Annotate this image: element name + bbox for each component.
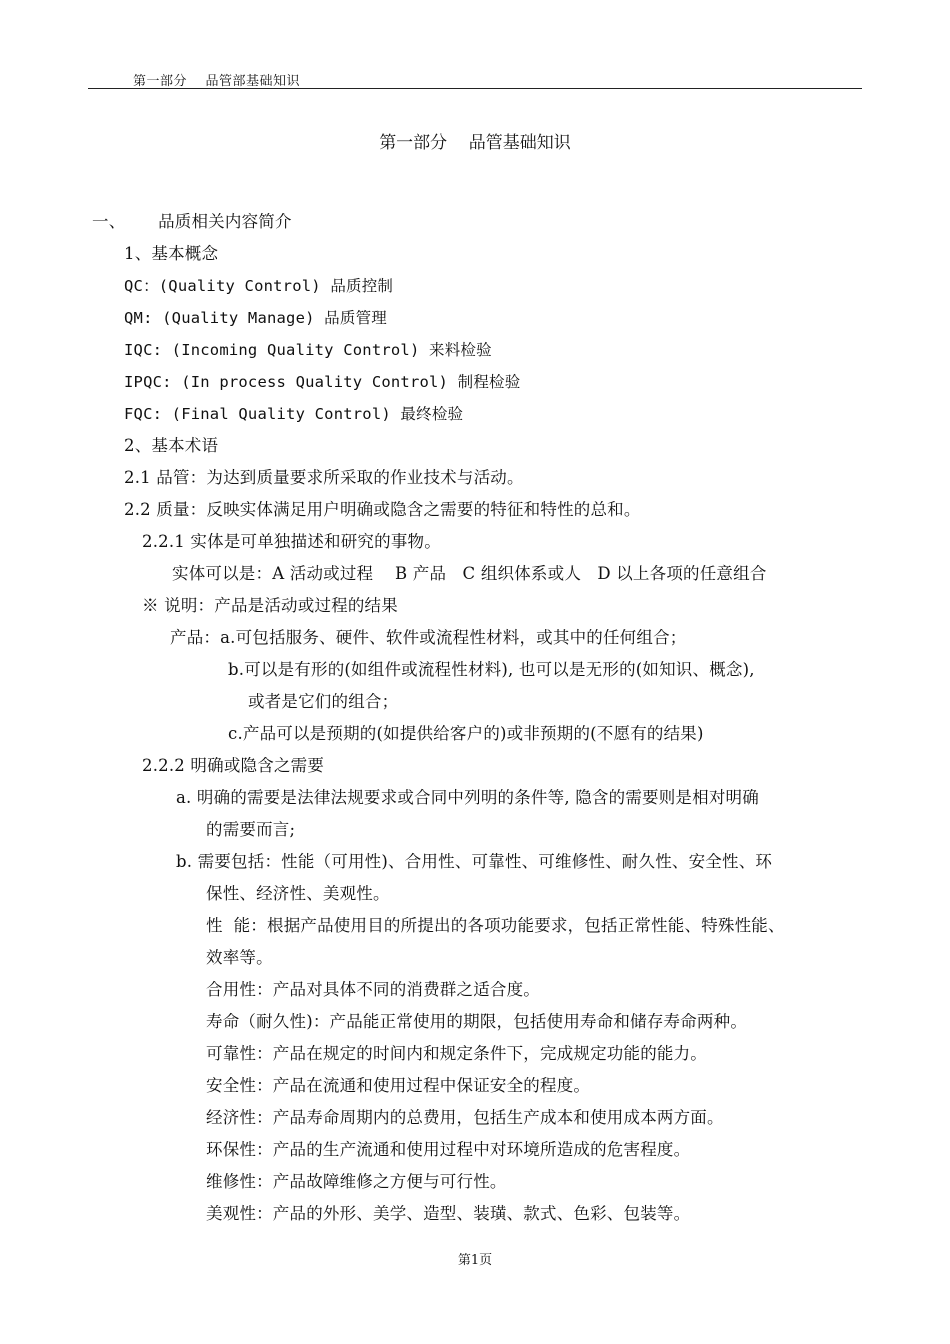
environment-def: 环保性：产品的生产流通和使用过程中对环境所造成的危害程度。 — [206, 1140, 691, 1159]
performance-line1: 性 能：根据产品使用目的所提出的各项功能要求，包括正常性能、特殊性能、 — [206, 916, 785, 935]
product-b-line2: 或者是它们的组合； — [248, 692, 399, 711]
performance-line2: 效率等。 — [206, 948, 273, 967]
need-a-line2: 的需要而言; — [206, 820, 296, 839]
note-line: ※ 说明：产品是活动或过程的结果 — [142, 596, 398, 615]
term-2-2-1: 2.2.1 实体是可单独描述和研究的事物。 — [142, 532, 441, 551]
entity-list: 实体可以是：A 活动或过程 B 产品 C 组织体系或人 D 以上各项的任意组合 — [172, 564, 767, 583]
term-2-2-2: 2.2.2 明确或隐含之需要 — [142, 756, 325, 775]
need-b-line1: b. 需要包括：性能（可用性)、合用性、可靠性、可维修性、耐久性、安全性、环 — [176, 852, 773, 871]
term-2-1: 2.1 品管：为达到质量要求所采取的作业技术与活动。 — [124, 468, 524, 487]
header-rule — [88, 88, 862, 89]
term-ipqc: IPQC: (In process Quality Control) 制程检验 — [124, 373, 521, 391]
product-a: 产品：a.可包括服务、硬件、软件或流程性材料，或其中的任何组合； — [170, 628, 687, 647]
maintainability-def: 维修性：产品故障维修之方便与可行性。 — [206, 1172, 507, 1191]
reliability-def: 可靠性：产品在规定的时间内和规定条件下，完成规定功能的能力。 — [206, 1044, 707, 1063]
term-qc: QC：(Quality Control) 品质控制 — [124, 277, 394, 295]
economy-def: 经济性：产品寿命周期内的总费用，包括生产成本和使用成本两方面。 — [206, 1108, 724, 1127]
term-qm: QM: (Quality Manage) 品质管理 — [124, 309, 387, 327]
product-b-line1: b.可以是有形的(如组件或流程性材料), 也可以是无形的(如知识、概念), — [228, 660, 755, 679]
safety-def: 安全性：产品在流通和使用过程中保证安全的程度。 — [206, 1076, 591, 1095]
term-fqc: FQC: (Final Quality Control) 最终检验 — [124, 405, 464, 423]
product-c: c.产品可以是预期的(如提供给客户的)或非预期的(不愿有的结果) — [228, 724, 704, 743]
page-number: 第1页 — [457, 1253, 493, 1268]
durability-def: 寿命（耐久性)：产品能正常使用的期限，包括使用寿命和储存寿命两种。 — [206, 1012, 748, 1031]
subheading-basic-concepts: 1、基本概念 — [124, 244, 219, 263]
need-a-line1: a. 明确的需要是法律法规要求或合同中列明的条件等, 隐含的需要则是相对明确 — [176, 788, 759, 807]
subheading-basic-terms: 2、基本术语 — [124, 436, 219, 455]
section-heading: 一、 品质相关内容简介 — [92, 212, 292, 231]
document-title: 第一部分 品管基础知识 — [379, 133, 571, 153]
fitness-def: 合用性：产品对具体不同的消费群之适合度。 — [206, 980, 540, 999]
term-2-2: 2.2 质量：反映实体满足用户明确或隐含之需要的特征和特性的总和。 — [124, 500, 641, 519]
running-header: 第一部分 品管部基础知识 — [133, 74, 301, 89]
aesthetics-def: 美观性：产品的外形、美学、造型、装璜、款式、色彩、包装等。 — [206, 1204, 691, 1223]
need-b-line2: 保性、经济性、美观性。 — [206, 884, 390, 903]
term-iqc: IQC: (Incoming Quality Control) 来料检验 — [124, 341, 492, 359]
